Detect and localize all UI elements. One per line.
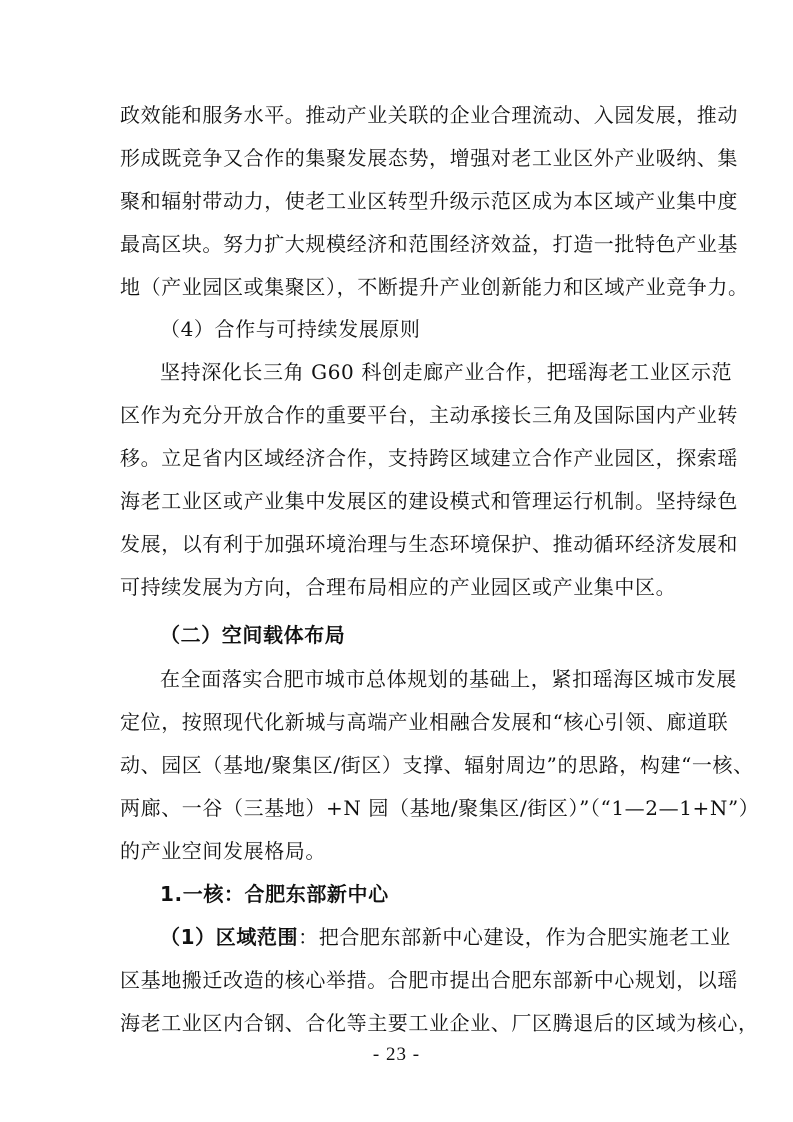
principle-heading: （4）合作与可持续发展原则: [160, 317, 421, 341]
section-heading: （二）空间载体布局: [160, 623, 346, 647]
paragraph-line: 的产业空间发展格局。: [120, 839, 326, 863]
sub-label: （1）区域范围: [160, 925, 299, 949]
paragraph-line: 定位，按照现代化新城与高端产业相融合发展和“核心引领、廊道联: [120, 710, 729, 734]
paragraph-line: 在全面落实合肥市城市总体规划的基础上，紧扣瑶海区城市发展: [160, 667, 737, 691]
paragraph-line: 聚和辐射带动力，使老工业区转型升级示范区成为本区域产业集中度: [120, 189, 738, 213]
paragraph-line: 地（产业园区或集聚区），不断提升产业创新能力和区域产业竞争力。: [120, 275, 749, 299]
paragraph-line: 移。立足省内区域经济合作，支持跨区域建立合作产业园区，探索瑶: [120, 446, 738, 470]
paragraph-line: 动、园区（基地/聚集区/街区）支撑、辐射周边”的思路，构建“一核、: [120, 753, 754, 777]
paragraph-line: 坚持深化长三角 G60 科创走廊产业合作，把瑶海老工业区示范: [160, 360, 733, 384]
paragraph-line: 海老工业区内合钢、合化等主要工业企业、厂区腾退后的区域为核心，: [120, 1011, 759, 1035]
paragraph-text: ：把合肥东部新中心建设，作为合肥实施老工业: [298, 925, 731, 949]
paragraph-line: 海老工业区或产业集中发展区的建设模式和管理运行机制。坚持绿色: [120, 489, 738, 513]
paragraph-line: 两廊、一谷（三基地）+N 园（基地/聚集区/街区）”（“1—2—1+N”）: [120, 796, 760, 820]
paragraph-line: 政效能和服务水平。推动产业关联的企业合理流动、入园发展，推动: [120, 103, 738, 127]
paragraph-line: 形成既竞争又合作的集聚发展态势，增强对老工业区外产业吸纳、集: [120, 146, 738, 170]
paragraph-line: 区作为充分开放合作的重要平台，主动承接长三角及国际国内产业转: [120, 403, 738, 427]
paragraph-line: 可持续发展为方向，合理布局相应的产业园区或产业集中区。: [120, 575, 677, 599]
page-number: - 23 -: [372, 1044, 421, 1065]
subsection-heading: 1.一核：合肥东部新中心: [160, 882, 389, 906]
paragraph-line: 最高区块。努力扩大规模经济和范围经济效益，打造一批特色产业基: [120, 232, 738, 256]
paragraph-line: [160, 924, 731, 950]
paragraph-line: 区基地搬迁改造的核心举措。合肥市提出合肥东部新中心规划，以瑶: [120, 968, 738, 992]
paragraph-line: 发展，以有利于加强环境治理与生态环境保护、推动循环经济发展和: [120, 532, 738, 556]
